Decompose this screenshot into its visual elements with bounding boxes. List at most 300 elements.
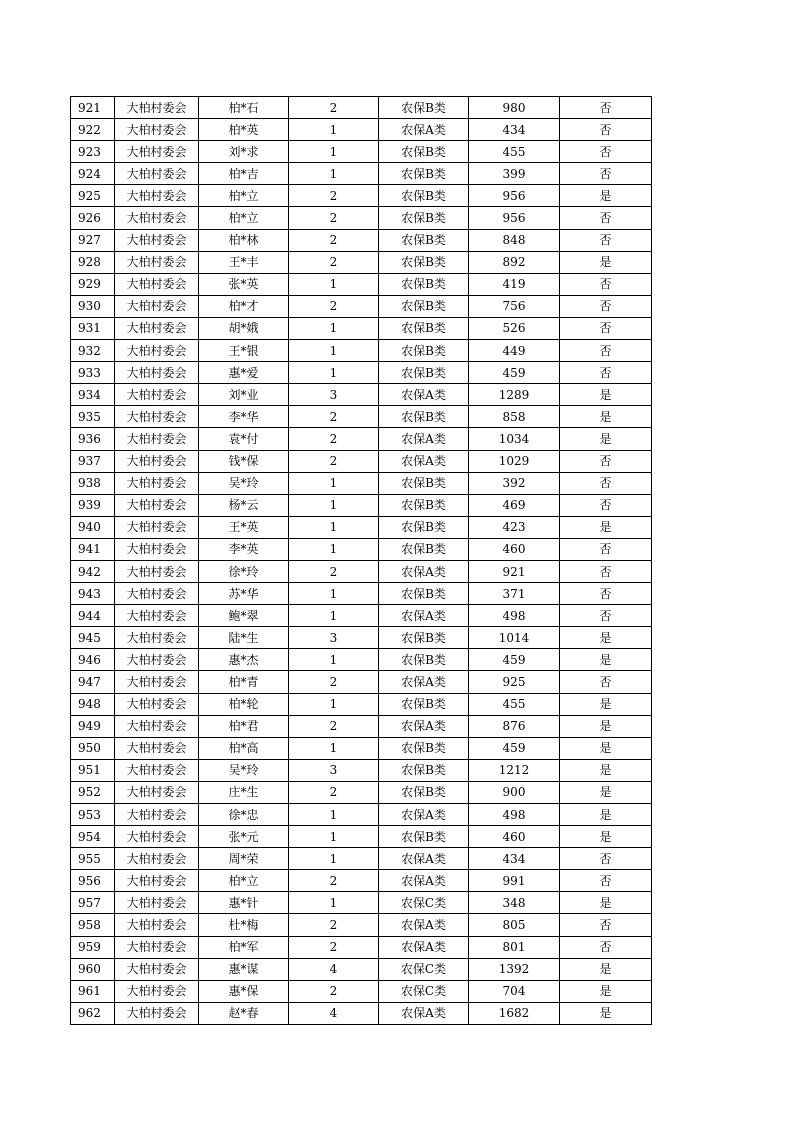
amount-cell: 925 bbox=[469, 671, 560, 693]
category-cell: 农保B类 bbox=[379, 141, 469, 163]
name-cell: 柏*立 bbox=[199, 207, 289, 229]
amount-cell: 460 bbox=[469, 538, 560, 560]
amount-cell: 526 bbox=[469, 317, 560, 339]
committee-cell: 大柏村委会 bbox=[115, 494, 199, 516]
table-row bbox=[71, 605, 652, 627]
amount-cell: 455 bbox=[469, 141, 560, 163]
committee-cell: 大柏村委会 bbox=[115, 472, 199, 494]
name-cell: 柏*英 bbox=[199, 119, 289, 141]
row-number-cell: 946 bbox=[71, 649, 115, 671]
name-cell: 柏*石 bbox=[199, 97, 289, 119]
name-cell: 柏*青 bbox=[199, 671, 289, 693]
category-cell: 农保C类 bbox=[379, 980, 469, 1002]
row-number-cell: 921 bbox=[71, 97, 115, 119]
name-cell: 刘*求 bbox=[199, 141, 289, 163]
count-cell: 2 bbox=[289, 207, 379, 229]
name-cell: 柏*吉 bbox=[199, 163, 289, 185]
count-cell: 1 bbox=[289, 804, 379, 826]
name-cell: 柏*军 bbox=[199, 936, 289, 958]
committee-cell: 大柏村委会 bbox=[115, 737, 199, 759]
flag-cell: 否 bbox=[560, 472, 652, 494]
committee-cell: 大柏村委会 bbox=[115, 693, 199, 715]
amount-cell: 1289 bbox=[469, 384, 560, 406]
name-cell: 吴*玲 bbox=[199, 472, 289, 494]
category-cell: 农保B类 bbox=[379, 583, 469, 605]
amount-cell: 460 bbox=[469, 826, 560, 848]
amount-cell: 1014 bbox=[469, 627, 560, 649]
amount-cell: 498 bbox=[469, 804, 560, 826]
count-cell: 1 bbox=[289, 317, 379, 339]
category-cell: 农保A类 bbox=[379, 428, 469, 450]
category-cell: 农保B类 bbox=[379, 362, 469, 384]
flag-cell: 是 bbox=[560, 406, 652, 428]
name-cell: 庄*生 bbox=[199, 781, 289, 803]
table-row bbox=[71, 340, 652, 362]
committee-cell: 大柏村委会 bbox=[115, 450, 199, 472]
name-cell: 李*英 bbox=[199, 538, 289, 560]
count-cell: 1 bbox=[289, 892, 379, 914]
category-cell: 农保A类 bbox=[379, 936, 469, 958]
count-cell: 1 bbox=[289, 826, 379, 848]
category-cell: 农保B类 bbox=[379, 494, 469, 516]
table-row bbox=[71, 781, 652, 803]
count-cell: 3 bbox=[289, 384, 379, 406]
flag-cell: 否 bbox=[560, 870, 652, 892]
category-cell: 农保B类 bbox=[379, 693, 469, 715]
category-cell: 农保B类 bbox=[379, 649, 469, 671]
count-cell: 2 bbox=[289, 870, 379, 892]
row-number-cell: 926 bbox=[71, 207, 115, 229]
flag-cell: 否 bbox=[560, 97, 652, 119]
name-cell: 鲍*翠 bbox=[199, 605, 289, 627]
category-cell: 农保A类 bbox=[379, 560, 469, 582]
category-cell: 农保B类 bbox=[379, 251, 469, 273]
name-cell: 周*荣 bbox=[199, 848, 289, 870]
count-cell: 2 bbox=[289, 185, 379, 207]
table-row bbox=[71, 406, 652, 428]
count-cell: 1 bbox=[289, 362, 379, 384]
category-cell: 农保C类 bbox=[379, 958, 469, 980]
name-cell: 王*英 bbox=[199, 516, 289, 538]
name-cell: 胡*娥 bbox=[199, 317, 289, 339]
committee-cell: 大柏村委会 bbox=[115, 251, 199, 273]
flag-cell: 否 bbox=[560, 119, 652, 141]
name-cell: 惠*谋 bbox=[199, 958, 289, 980]
count-cell: 3 bbox=[289, 759, 379, 781]
row-number-cell: 932 bbox=[71, 340, 115, 362]
committee-cell: 大柏村委会 bbox=[115, 804, 199, 826]
count-cell: 2 bbox=[289, 97, 379, 119]
table-row bbox=[71, 251, 652, 273]
category-cell: 农保A类 bbox=[379, 848, 469, 870]
row-number-cell: 935 bbox=[71, 406, 115, 428]
table-row bbox=[71, 671, 652, 693]
flag-cell: 否 bbox=[560, 317, 652, 339]
name-cell: 钱*保 bbox=[199, 450, 289, 472]
name-cell: 苏*华 bbox=[199, 583, 289, 605]
row-number-cell: 943 bbox=[71, 583, 115, 605]
amount-cell: 848 bbox=[469, 229, 560, 251]
name-cell: 柏*立 bbox=[199, 185, 289, 207]
category-cell: 农保B类 bbox=[379, 472, 469, 494]
count-cell: 4 bbox=[289, 958, 379, 980]
amount-cell: 1029 bbox=[469, 450, 560, 472]
committee-cell: 大柏村委会 bbox=[115, 936, 199, 958]
committee-cell: 大柏村委会 bbox=[115, 671, 199, 693]
table-row bbox=[71, 826, 652, 848]
committee-cell: 大柏村委会 bbox=[115, 627, 199, 649]
flag-cell: 否 bbox=[560, 914, 652, 936]
count-cell: 2 bbox=[289, 251, 379, 273]
name-cell: 柏*才 bbox=[199, 295, 289, 317]
flag-cell: 否 bbox=[560, 141, 652, 163]
name-cell: 惠*保 bbox=[199, 980, 289, 1002]
committee-cell: 大柏村委会 bbox=[115, 229, 199, 251]
flag-cell: 是 bbox=[560, 649, 652, 671]
count-cell: 2 bbox=[289, 295, 379, 317]
name-cell: 徐*玲 bbox=[199, 560, 289, 582]
amount-cell: 392 bbox=[469, 472, 560, 494]
committee-cell: 大柏村委会 bbox=[115, 384, 199, 406]
committee-cell: 大柏村委会 bbox=[115, 826, 199, 848]
table-row bbox=[71, 384, 652, 406]
flag-cell: 否 bbox=[560, 229, 652, 251]
table-row bbox=[71, 119, 652, 141]
table-row bbox=[71, 1002, 652, 1024]
count-cell: 1 bbox=[289, 538, 379, 560]
table-row bbox=[71, 870, 652, 892]
category-cell: 农保B类 bbox=[379, 163, 469, 185]
count-cell: 1 bbox=[289, 273, 379, 295]
row-number-cell: 924 bbox=[71, 163, 115, 185]
amount-cell: 434 bbox=[469, 119, 560, 141]
row-number-cell: 944 bbox=[71, 605, 115, 627]
row-number-cell: 938 bbox=[71, 472, 115, 494]
committee-cell: 大柏村委会 bbox=[115, 406, 199, 428]
amount-cell: 1682 bbox=[469, 1002, 560, 1024]
flag-cell: 是 bbox=[560, 693, 652, 715]
name-cell: 惠*杰 bbox=[199, 649, 289, 671]
amount-cell: 449 bbox=[469, 340, 560, 362]
count-cell: 1 bbox=[289, 141, 379, 163]
table-row bbox=[71, 914, 652, 936]
category-cell: 农保A类 bbox=[379, 804, 469, 826]
row-number-cell: 923 bbox=[71, 141, 115, 163]
committee-cell: 大柏村委会 bbox=[115, 914, 199, 936]
name-cell: 赵*春 bbox=[199, 1002, 289, 1024]
flag-cell: 是 bbox=[560, 185, 652, 207]
table-row bbox=[71, 229, 652, 251]
category-cell: 农保B类 bbox=[379, 229, 469, 251]
count-cell: 3 bbox=[289, 627, 379, 649]
flag-cell: 是 bbox=[560, 759, 652, 781]
row-number-cell: 954 bbox=[71, 826, 115, 848]
category-cell: 农保B类 bbox=[379, 781, 469, 803]
name-cell: 徐*忠 bbox=[199, 804, 289, 826]
row-number-cell: 940 bbox=[71, 516, 115, 538]
committee-cell: 大柏村委会 bbox=[115, 207, 199, 229]
flag-cell: 是 bbox=[560, 428, 652, 450]
row-number-cell: 928 bbox=[71, 251, 115, 273]
amount-cell: 801 bbox=[469, 936, 560, 958]
committee-cell: 大柏村委会 bbox=[115, 273, 199, 295]
amount-cell: 1392 bbox=[469, 958, 560, 980]
table-row bbox=[71, 163, 652, 185]
amount-cell: 455 bbox=[469, 693, 560, 715]
flag-cell: 是 bbox=[560, 516, 652, 538]
flag-cell: 否 bbox=[560, 295, 652, 317]
category-cell: 农保B类 bbox=[379, 826, 469, 848]
category-cell: 农保B类 bbox=[379, 538, 469, 560]
amount-cell: 459 bbox=[469, 737, 560, 759]
table-row bbox=[71, 892, 652, 914]
committee-cell: 大柏村委会 bbox=[115, 428, 199, 450]
count-cell: 2 bbox=[289, 781, 379, 803]
table-row bbox=[71, 627, 652, 649]
name-cell: 王*丰 bbox=[199, 251, 289, 273]
row-number-cell: 953 bbox=[71, 804, 115, 826]
category-cell: 农保B类 bbox=[379, 516, 469, 538]
row-number-cell: 931 bbox=[71, 317, 115, 339]
row-number-cell: 925 bbox=[71, 185, 115, 207]
name-cell: 张*英 bbox=[199, 273, 289, 295]
category-cell: 农保A类 bbox=[379, 119, 469, 141]
row-number-cell: 962 bbox=[71, 1002, 115, 1024]
count-cell: 1 bbox=[289, 472, 379, 494]
category-cell: 农保C类 bbox=[379, 892, 469, 914]
category-cell: 农保B类 bbox=[379, 737, 469, 759]
committee-cell: 大柏村委会 bbox=[115, 538, 199, 560]
committee-cell: 大柏村委会 bbox=[115, 97, 199, 119]
row-number-cell: 951 bbox=[71, 759, 115, 781]
amount-cell: 371 bbox=[469, 583, 560, 605]
count-cell: 2 bbox=[289, 715, 379, 737]
category-cell: 农保A类 bbox=[379, 384, 469, 406]
flag-cell: 否 bbox=[560, 340, 652, 362]
row-number-cell: 948 bbox=[71, 693, 115, 715]
row-number-cell: 961 bbox=[71, 980, 115, 1002]
flag-cell: 是 bbox=[560, 384, 652, 406]
name-cell: 王*银 bbox=[199, 340, 289, 362]
category-cell: 农保B类 bbox=[379, 207, 469, 229]
amount-cell: 459 bbox=[469, 649, 560, 671]
committee-cell: 大柏村委会 bbox=[115, 605, 199, 627]
table-row bbox=[71, 97, 652, 119]
row-number-cell: 957 bbox=[71, 892, 115, 914]
flag-cell: 是 bbox=[560, 627, 652, 649]
row-number-cell: 952 bbox=[71, 781, 115, 803]
flag-cell: 是 bbox=[560, 1002, 652, 1024]
count-cell: 2 bbox=[289, 406, 379, 428]
flag-cell: 否 bbox=[560, 848, 652, 870]
table-row bbox=[71, 980, 652, 1002]
committee-cell: 大柏村委会 bbox=[115, 340, 199, 362]
count-cell: 1 bbox=[289, 163, 379, 185]
amount-cell: 498 bbox=[469, 605, 560, 627]
row-number-cell: 950 bbox=[71, 737, 115, 759]
committee-cell: 大柏村委会 bbox=[115, 163, 199, 185]
amount-cell: 459 bbox=[469, 362, 560, 384]
category-cell: 农保B类 bbox=[379, 627, 469, 649]
row-number-cell: 934 bbox=[71, 384, 115, 406]
amount-cell: 704 bbox=[469, 980, 560, 1002]
name-cell: 刘*业 bbox=[199, 384, 289, 406]
flag-cell: 是 bbox=[560, 892, 652, 914]
flag-cell: 否 bbox=[560, 450, 652, 472]
category-cell: 农保A类 bbox=[379, 450, 469, 472]
table-row bbox=[71, 185, 652, 207]
name-cell: 杨*云 bbox=[199, 494, 289, 516]
flag-cell: 是 bbox=[560, 781, 652, 803]
row-number-cell: 960 bbox=[71, 958, 115, 980]
table-row bbox=[71, 848, 652, 870]
row-number-cell: 930 bbox=[71, 295, 115, 317]
row-number-cell: 933 bbox=[71, 362, 115, 384]
row-number-cell: 956 bbox=[71, 870, 115, 892]
amount-cell: 434 bbox=[469, 848, 560, 870]
committee-cell: 大柏村委会 bbox=[115, 583, 199, 605]
row-number-cell: 922 bbox=[71, 119, 115, 141]
name-cell: 惠*爱 bbox=[199, 362, 289, 384]
table-row bbox=[71, 693, 652, 715]
name-cell: 陆*生 bbox=[199, 627, 289, 649]
committee-cell: 大柏村委会 bbox=[115, 560, 199, 582]
table-row bbox=[71, 759, 652, 781]
category-cell: 农保A类 bbox=[379, 671, 469, 693]
row-number-cell: 929 bbox=[71, 273, 115, 295]
name-cell: 柏*立 bbox=[199, 870, 289, 892]
table-row bbox=[71, 450, 652, 472]
category-cell: 农保B类 bbox=[379, 185, 469, 207]
count-cell: 2 bbox=[289, 936, 379, 958]
amount-cell: 991 bbox=[469, 870, 560, 892]
table-row bbox=[71, 958, 652, 980]
committee-cell: 大柏村委会 bbox=[115, 781, 199, 803]
committee-cell: 大柏村委会 bbox=[115, 185, 199, 207]
table-row bbox=[71, 560, 652, 582]
row-number-cell: 942 bbox=[71, 560, 115, 582]
committee-cell: 大柏村委会 bbox=[115, 980, 199, 1002]
flag-cell: 否 bbox=[560, 163, 652, 185]
amount-cell: 1034 bbox=[469, 428, 560, 450]
flag-cell: 是 bbox=[560, 958, 652, 980]
flag-cell: 是 bbox=[560, 737, 652, 759]
count-cell: 2 bbox=[289, 914, 379, 936]
row-number-cell: 937 bbox=[71, 450, 115, 472]
flag-cell: 否 bbox=[560, 207, 652, 229]
amount-cell: 876 bbox=[469, 715, 560, 737]
table-row bbox=[71, 649, 652, 671]
name-cell: 张*元 bbox=[199, 826, 289, 848]
committee-cell: 大柏村委会 bbox=[115, 119, 199, 141]
count-cell: 2 bbox=[289, 671, 379, 693]
count-cell: 1 bbox=[289, 583, 379, 605]
table-row bbox=[71, 737, 652, 759]
committee-cell: 大柏村委会 bbox=[115, 1002, 199, 1024]
amount-cell: 1212 bbox=[469, 759, 560, 781]
amount-cell: 423 bbox=[469, 516, 560, 538]
count-cell: 2 bbox=[289, 450, 379, 472]
committee-cell: 大柏村委会 bbox=[115, 516, 199, 538]
count-cell: 2 bbox=[289, 560, 379, 582]
count-cell: 1 bbox=[289, 119, 379, 141]
committee-cell: 大柏村委会 bbox=[115, 362, 199, 384]
category-cell: 农保B类 bbox=[379, 295, 469, 317]
committee-cell: 大柏村委会 bbox=[115, 141, 199, 163]
table-row bbox=[71, 516, 652, 538]
name-cell: 柏*轮 bbox=[199, 693, 289, 715]
table-row bbox=[71, 538, 652, 560]
row-number-cell: 958 bbox=[71, 914, 115, 936]
row-number-cell: 939 bbox=[71, 494, 115, 516]
name-cell: 袁*付 bbox=[199, 428, 289, 450]
category-cell: 农保A类 bbox=[379, 715, 469, 737]
amount-cell: 419 bbox=[469, 273, 560, 295]
count-cell: 1 bbox=[289, 494, 379, 516]
count-cell: 4 bbox=[289, 1002, 379, 1024]
count-cell: 1 bbox=[289, 737, 379, 759]
table-row bbox=[71, 936, 652, 958]
committee-cell: 大柏村委会 bbox=[115, 958, 199, 980]
committee-cell: 大柏村委会 bbox=[115, 649, 199, 671]
name-cell: 柏*林 bbox=[199, 229, 289, 251]
name-cell: 柏*高 bbox=[199, 737, 289, 759]
flag-cell: 否 bbox=[560, 273, 652, 295]
table-row bbox=[71, 207, 652, 229]
committee-cell: 大柏村委会 bbox=[115, 848, 199, 870]
name-cell: 吴*玲 bbox=[199, 759, 289, 781]
count-cell: 1 bbox=[289, 340, 379, 362]
amount-cell: 921 bbox=[469, 560, 560, 582]
table-row bbox=[71, 295, 652, 317]
amount-cell: 348 bbox=[469, 892, 560, 914]
flag-cell: 否 bbox=[560, 560, 652, 582]
category-cell: 农保B类 bbox=[379, 406, 469, 428]
flag-cell: 否 bbox=[560, 538, 652, 560]
flag-cell: 是 bbox=[560, 715, 652, 737]
count-cell: 1 bbox=[289, 649, 379, 671]
count-cell: 2 bbox=[289, 229, 379, 251]
flag-cell: 否 bbox=[560, 583, 652, 605]
amount-cell: 956 bbox=[469, 185, 560, 207]
category-cell: 农保B类 bbox=[379, 273, 469, 295]
amount-cell: 900 bbox=[469, 781, 560, 803]
count-cell: 2 bbox=[289, 980, 379, 1002]
amount-cell: 956 bbox=[469, 207, 560, 229]
flag-cell: 是 bbox=[560, 980, 652, 1002]
flag-cell: 否 bbox=[560, 605, 652, 627]
row-number-cell: 936 bbox=[71, 428, 115, 450]
name-cell: 杜*梅 bbox=[199, 914, 289, 936]
committee-cell: 大柏村委会 bbox=[115, 870, 199, 892]
flag-cell: 否 bbox=[560, 494, 652, 516]
category-cell: 农保A类 bbox=[379, 870, 469, 892]
row-number-cell: 927 bbox=[71, 229, 115, 251]
amount-cell: 805 bbox=[469, 914, 560, 936]
table-row bbox=[71, 317, 652, 339]
count-cell: 1 bbox=[289, 516, 379, 538]
flag-cell: 否 bbox=[560, 671, 652, 693]
table-row bbox=[71, 472, 652, 494]
table-row bbox=[71, 362, 652, 384]
table-row bbox=[71, 583, 652, 605]
table-row bbox=[71, 715, 652, 737]
row-number-cell: 955 bbox=[71, 848, 115, 870]
flag-cell: 否 bbox=[560, 936, 652, 958]
category-cell: 农保A类 bbox=[379, 605, 469, 627]
table-row bbox=[71, 804, 652, 826]
flag-cell: 是 bbox=[560, 804, 652, 826]
